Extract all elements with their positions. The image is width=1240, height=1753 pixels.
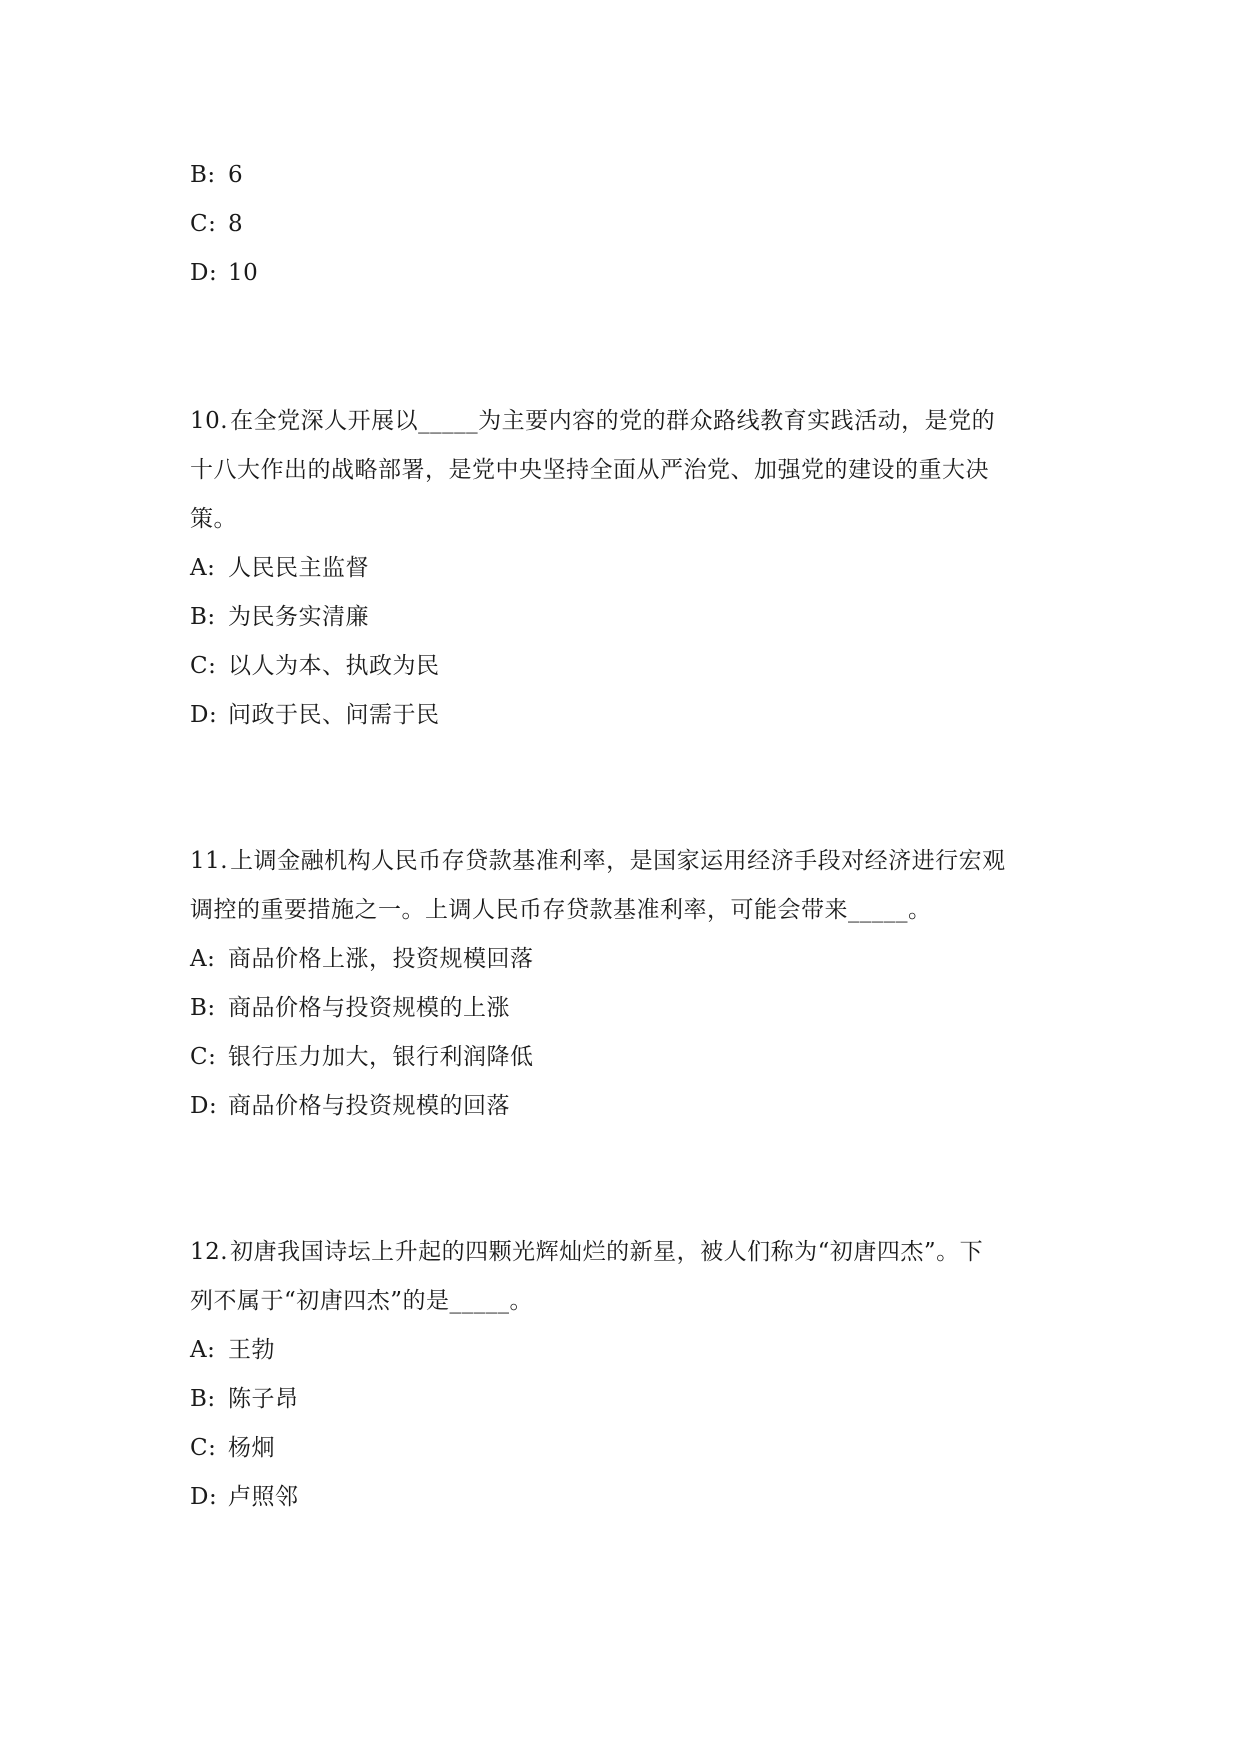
- question-11-option-c: [190, 1042, 534, 1072]
- option-letter: C:: [190, 211, 217, 237]
- question-stem-text: 初唐我国诗坛上升起的四颗光辉灿烂的新星，被人们称为“初唐四杰”。下: [230, 1239, 984, 1265]
- option-letter: C:: [190, 1044, 217, 1070]
- option-letter: B:: [190, 995, 216, 1021]
- question-11-stem-line-2: [190, 895, 932, 925]
- option-text: 王勃: [228, 1337, 275, 1363]
- option-text: 以人为本、执政为民: [228, 653, 440, 679]
- option-text: 问政于民、问需于民: [228, 702, 440, 728]
- question-12-stem-line-1: [190, 1237, 983, 1267]
- option-text: 卢照邻: [228, 1484, 299, 1510]
- question-11-stem-line-1: [190, 846, 1006, 876]
- question-10-option-b: [190, 602, 369, 632]
- question-10-stem-line-3: [190, 504, 237, 534]
- question-11-option-b: [190, 993, 510, 1023]
- question-12-option-b: [190, 1384, 299, 1414]
- question-10-option-a: [190, 553, 369, 583]
- question-10-stem-line-2: [190, 455, 989, 485]
- option-letter: D:: [190, 260, 218, 286]
- option-text: 商品价格与投资规模的上涨: [228, 995, 510, 1021]
- question-10-option-d: [190, 700, 440, 730]
- option-letter: A:: [190, 1337, 216, 1363]
- question-number: 10.: [190, 408, 229, 434]
- question-stem-text: 在全党深人开展以_____为主要内容的党的群众路线教育实践活动，是党的: [230, 408, 996, 434]
- option-letter: B:: [190, 162, 216, 188]
- question-stem-text: 上调金融机构人民币存贷款基准利率，是国家运用经济手段对经济进行宏观: [230, 848, 1006, 874]
- question-stem-text: 策。: [190, 506, 237, 532]
- option-text: 8: [228, 211, 244, 237]
- option-letter: A:: [190, 555, 216, 581]
- question-12-option-a: [190, 1335, 275, 1365]
- question-12-option-c: [190, 1433, 275, 1463]
- option-letter: B:: [190, 604, 216, 630]
- option-letter: D:: [190, 1093, 218, 1119]
- question-12-option-d: [190, 1482, 299, 1512]
- option-text: 商品价格上涨，投资规模回落: [228, 946, 534, 972]
- question-12-stem-line-2: [190, 1286, 533, 1316]
- prev-option-b: [190, 160, 243, 190]
- question-number: 11.: [190, 848, 229, 874]
- option-letter: B:: [190, 1386, 216, 1412]
- option-text: 10: [228, 260, 259, 286]
- option-letter: C:: [190, 653, 217, 679]
- question-number: 12.: [190, 1239, 229, 1265]
- option-text: 6: [228, 162, 244, 188]
- option-text: 陈子昂: [228, 1386, 299, 1412]
- question-stem-text: 调控的重要措施之一。上调人民币存贷款基准利率，可能会带来_____。: [190, 897, 932, 923]
- option-letter: D:: [190, 1484, 218, 1510]
- prev-option-c: [190, 209, 243, 239]
- question-10-stem-line-1: [190, 406, 995, 436]
- question-10-option-c: [190, 651, 440, 681]
- question-11-option-a: [190, 944, 534, 974]
- question-11-option-d: [190, 1091, 510, 1121]
- option-text: 银行压力加大，银行利润降低: [228, 1044, 534, 1070]
- option-letter: C:: [190, 1435, 217, 1461]
- prev-option-d: [190, 258, 258, 288]
- option-text: 为民务实清廉: [228, 604, 369, 630]
- question-stem-text: 列不属于“初唐四杰”的是_____。: [190, 1288, 534, 1314]
- option-text: 人民民主监督: [228, 555, 369, 581]
- option-letter: A:: [190, 946, 216, 972]
- question-stem-text: 十八大作出的战略部署，是党中央坚持全面从严治党、加强党的建设的重大决: [190, 457, 989, 483]
- option-text: 商品价格与投资规模的回落: [228, 1093, 510, 1119]
- option-letter: D:: [190, 702, 218, 728]
- option-text: 杨炯: [228, 1435, 275, 1461]
